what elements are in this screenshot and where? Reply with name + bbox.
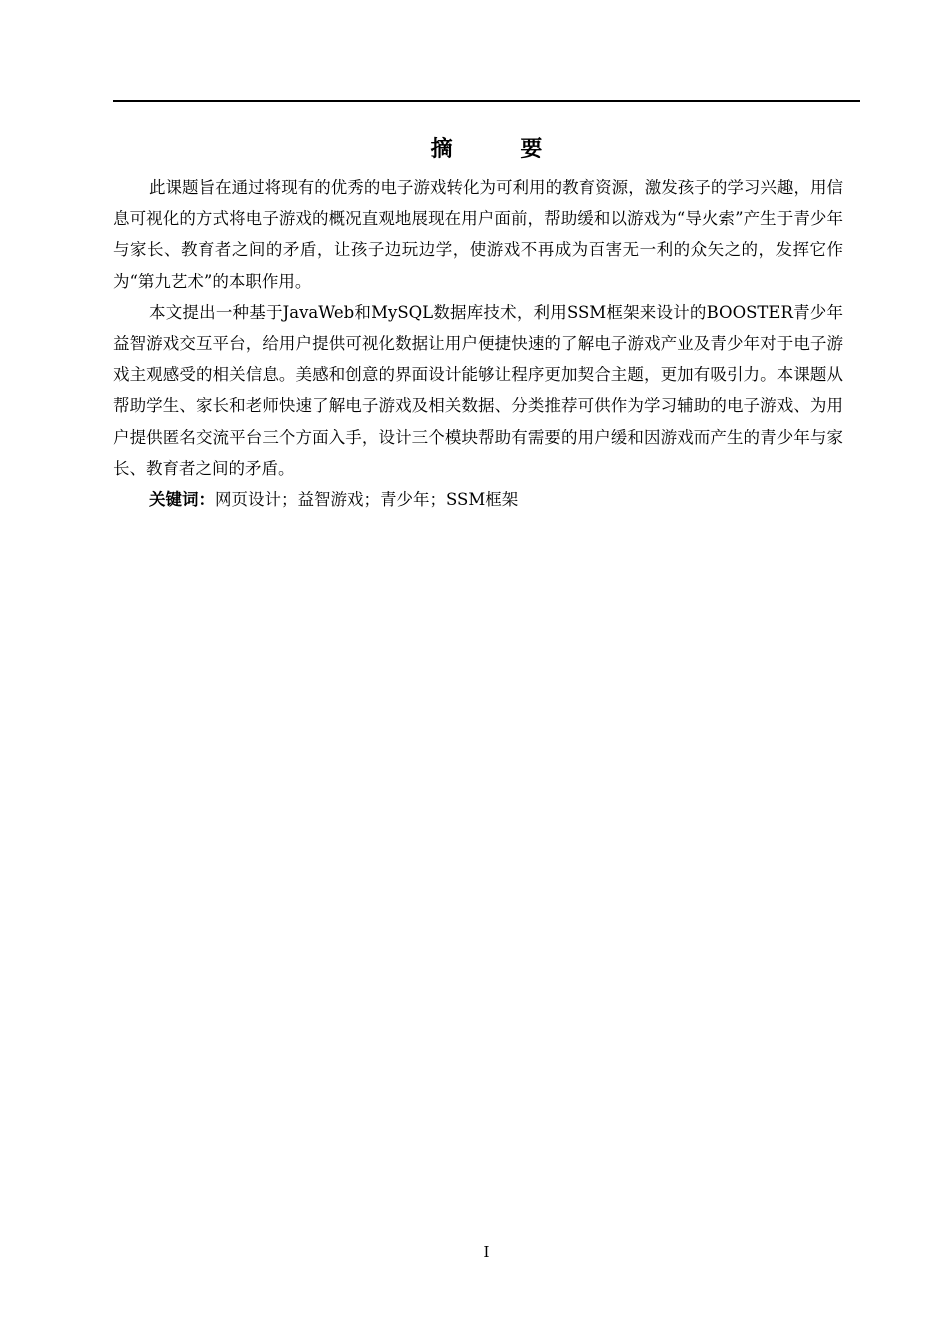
keywords-line <box>113 484 843 515</box>
keywords-value: 网页设计；益智游戏；青少年；SSM框架 <box>215 490 519 510</box>
abstract-paragraph-2: 本文提出一种基于JavaWeb和MySQL数据库技术，利用SSM框架来设计的BOOSTER青少年益智游戏交互平台，给用户提供可视化数据让用户便捷快速的了解电子游戏产业及青少年对于电子游戏主观感受的相关信息。美感和创意的界面设计能够让程序更加契合主题，更加有吸引力。本课题从帮助学生、家长和老师快速了解电子游戏及相关数据、分类推荐可供作为学习辅助的电子游戏、为用户提供匿名交流平台三个方面入手，设计三个模块帮助有需要的用户缓和因游戏而产生的青少年与家长、教育者之间的矛盾。 <box>113 302 843 478</box>
keywords-label: 关键词： <box>149 490 215 510</box>
page-number: I <box>483 1243 490 1261</box>
abstract-paragraph-1: 此课题旨在通过将现有的优秀的电子游戏转化为可利用的教育资源，激发孩子的学习兴趣，用信息可视化的方式将电子游戏的概况直观地展现在用户面前，帮助缓和以游戏为“导火索”产生于青少年与家长、教育者之间的矛盾，让孩子边玩边学，使游戏不再成为百害无一利的众矢之的，发挥它作为“第九艺术”的本职作用。 <box>113 178 843 291</box>
abstract-body <box>113 172 843 515</box>
abstract-title: 摘 要 <box>430 137 573 162</box>
header-rule <box>113 100 860 102</box>
